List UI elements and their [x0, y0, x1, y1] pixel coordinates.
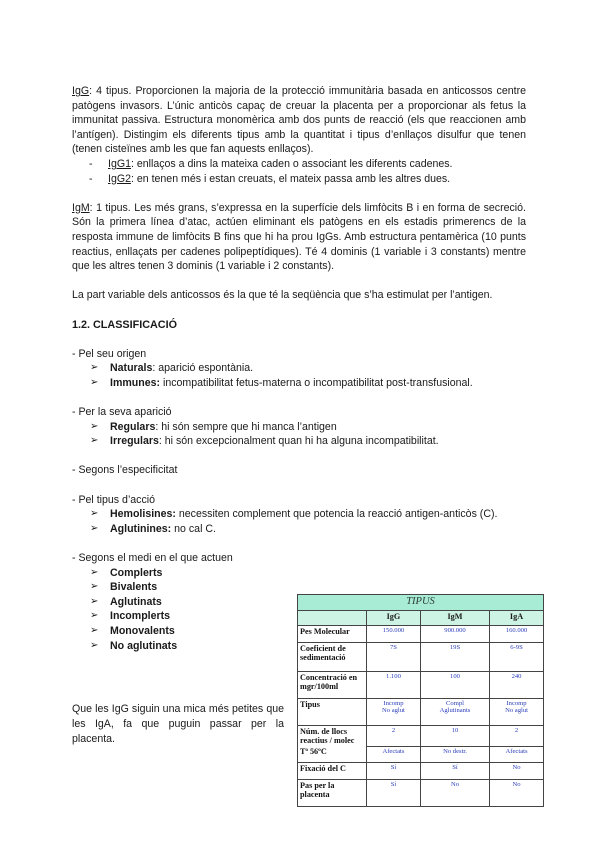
igm-label: IgM — [72, 201, 90, 214]
table-cell: 7S — [367, 643, 421, 672]
item-bold: Incomplerts — [110, 610, 171, 623]
table-cell: 2 — [367, 726, 421, 747]
table-row — [298, 726, 544, 747]
table-cell: 160.000 — [490, 626, 544, 643]
item-bold: Complerts — [110, 566, 163, 579]
arrow-icon: ➢ — [90, 362, 99, 374]
igg1-label: IgG1 — [108, 157, 131, 170]
list-item — [72, 420, 526, 435]
row-label: Núm. de llocs reactius / molec — [298, 726, 367, 747]
item-bold: Naturals — [110, 362, 153, 375]
cell-line: No aglut — [382, 707, 405, 714]
arrow-icon: ➢ — [90, 435, 99, 447]
igg-label: IgG — [72, 85, 90, 97]
arrow-icon: ➢ — [90, 566, 99, 578]
cell-line: Aglutinants — [439, 707, 471, 714]
column-header: IgG — [367, 611, 421, 626]
list-item — [72, 376, 526, 391]
arrow-icon: ➢ — [90, 508, 99, 520]
table-cell: 6-9S — [490, 643, 544, 672]
list-item — [72, 434, 526, 449]
row-label: Tª 56ºC — [298, 746, 367, 762]
classification-title: - Segons el medi en el que actuen — [72, 552, 233, 564]
column-header: IgA — [490, 611, 544, 626]
table-cell: Afectats — [367, 746, 421, 762]
item-text: no cal C. — [171, 522, 216, 535]
igm-paragraph — [72, 201, 526, 274]
item-text: : hi són excepcionalment quan hi ha alguna incompatibilitat. — [158, 435, 439, 448]
classification-list — [72, 361, 526, 390]
item-bold: Aglutinines: — [110, 522, 172, 535]
list-item — [72, 361, 526, 376]
igg2-label: IgG2 — [108, 172, 131, 185]
table-cell — [490, 699, 544, 726]
item-text: : aparició espontània. — [152, 362, 254, 375]
table-cell: No — [490, 762, 544, 779]
item-bold: Monovalents — [110, 624, 175, 637]
table-cell: Sí — [367, 779, 421, 806]
table-cell: 1.100 — [367, 672, 421, 699]
item-text: incompatibilitat fetus-materna o incompatibilitat post-transfusional. — [160, 376, 473, 389]
arrow-icon: ➢ — [90, 376, 99, 388]
row-label: Fixació del C — [298, 762, 367, 779]
item-bold: Immunes: — [110, 376, 161, 389]
table-cell: 100 — [420, 672, 489, 699]
igg-subtypes — [72, 157, 526, 186]
table-title: TIPUS — [298, 595, 544, 611]
table-cell — [367, 699, 421, 726]
row-label: Pas per la placenta — [298, 779, 367, 806]
item-text: necessiten complement que potencia la reacció antigen-anticòs (C). — [175, 508, 498, 521]
column-header: IgM — [420, 611, 489, 626]
variable-part-paragraph: La part variable dels anticossos és la que té la seqüència que s’ha estimulat per l’antigen. — [72, 289, 493, 302]
list-item — [72, 580, 526, 595]
arrow-icon: ➢ — [90, 639, 99, 651]
cell-line: Compl — [446, 700, 464, 707]
cell-line: Incomp — [506, 700, 527, 707]
item-bold: Aglutinats — [110, 595, 162, 608]
item-bold: No aglutinats — [110, 639, 178, 652]
row-label: Concentració en mgr/100ml — [298, 672, 367, 699]
item-bold: Hemolisines: — [110, 508, 176, 521]
table-cell: 2 — [490, 726, 544, 747]
arrow-icon: ➢ — [90, 420, 99, 432]
classification-title: - Pel seu origen — [72, 347, 147, 360]
table-cell: No — [420, 779, 489, 806]
table-cell: 19S — [420, 643, 489, 672]
item-bold: Irregulars — [110, 435, 159, 448]
arrow-icon: ➢ — [90, 581, 99, 593]
cell-line: Incomp — [383, 700, 404, 707]
classification-title: - Pel tipus d’acció — [72, 493, 156, 506]
table-corner — [298, 611, 367, 626]
table-cell: 900.000 — [420, 626, 489, 643]
arrow-icon: ➢ — [90, 610, 99, 622]
table-cell: 150.000 — [367, 626, 421, 643]
table-cell: 240 — [490, 672, 544, 699]
item-text: : hi són sempre que hi manca l’antigen — [155, 420, 337, 433]
list-item — [72, 172, 526, 187]
table-cell: Afectats — [490, 746, 544, 762]
table-row — [298, 746, 544, 762]
item-bold: Bivalents — [110, 581, 158, 594]
classification-list — [72, 420, 526, 449]
arrow-icon: ➢ — [90, 522, 99, 534]
table-cell: Sí — [367, 762, 421, 779]
table-row — [298, 699, 544, 726]
table-cell: No — [490, 779, 544, 806]
item-bold: Regulars — [110, 420, 156, 433]
list-item — [72, 507, 526, 522]
classification-title: - Per la seva aparició — [72, 406, 172, 419]
igg-text: : 4 tipus. Proporcionen la majoria de la protecció immunitària basada en anticossos centre patògens invasors. L’únic anticòs capaç de creuar la placenta per a proporcionar als fetus la immunitat passiva. Estructura monomèrica amb dos punts de reacció (els que reaccionen amb l’antígen). Distingim els diferents tipus amb la quantitat i tipus d’enllaços disulfur que tenen (tenen cisteïnes amb les que fan aquests enllaços). — [72, 85, 526, 156]
igg2-text: : en tenen més i estan creuats, el mateix passa amb les altres dues. — [130, 172, 451, 185]
classification-list — [72, 507, 526, 536]
classification-title: - Segons l’especificitat — [72, 464, 178, 477]
table-cell: No destr. — [420, 746, 489, 762]
tipus-table — [297, 594, 544, 807]
table-row — [298, 762, 544, 779]
arrow-icon: ➢ — [90, 624, 99, 636]
bottom-paragraph: Que les IgG siguin una mica més petites que les IgA, fa que puguin passar per la placenta. — [72, 703, 284, 745]
list-item — [72, 522, 526, 537]
arrow-icon: ➢ — [90, 595, 99, 607]
table-row — [298, 672, 544, 699]
list-item — [72, 566, 526, 581]
row-label: Tipus — [298, 699, 367, 726]
table-cell: Sí — [420, 762, 489, 779]
table-row — [298, 779, 544, 806]
table-cell: 10 — [420, 726, 489, 747]
table-row — [298, 626, 544, 643]
table-row — [298, 643, 544, 672]
document-body — [72, 84, 526, 653]
igg1-text: : enllaços a dins la mateixa caden o associant les diferents cadenes. — [130, 157, 453, 170]
table-cell — [420, 699, 489, 726]
igg-paragraph — [72, 84, 526, 157]
list-item — [72, 157, 526, 172]
igm-text: : 1 tipus. Les més grans, s’expressa en la superfície dels limfòcits B i en forma de secreció. Són la primera línea d’atac, actúen eliminant els patògens en els estadis primerencs de la resposta immune de limfòcits B fins que hi ha prou IgGs. Amb estructura pentamèrica (10 punts reactius, enllaçats per cadenes polipeptídiques). Té 4 dominis (1 variable i 3 constants) mentre que les altres tenen 3 dominis (1 variable i 2 constants). — [72, 201, 526, 273]
section-heading: 1.2. CLASSIFICACIÓ — [72, 318, 177, 331]
cell-line: No aglut — [505, 707, 528, 714]
row-label: Pes Molecular — [298, 626, 367, 643]
row-label: Coeficient de sedimentació — [298, 643, 367, 672]
